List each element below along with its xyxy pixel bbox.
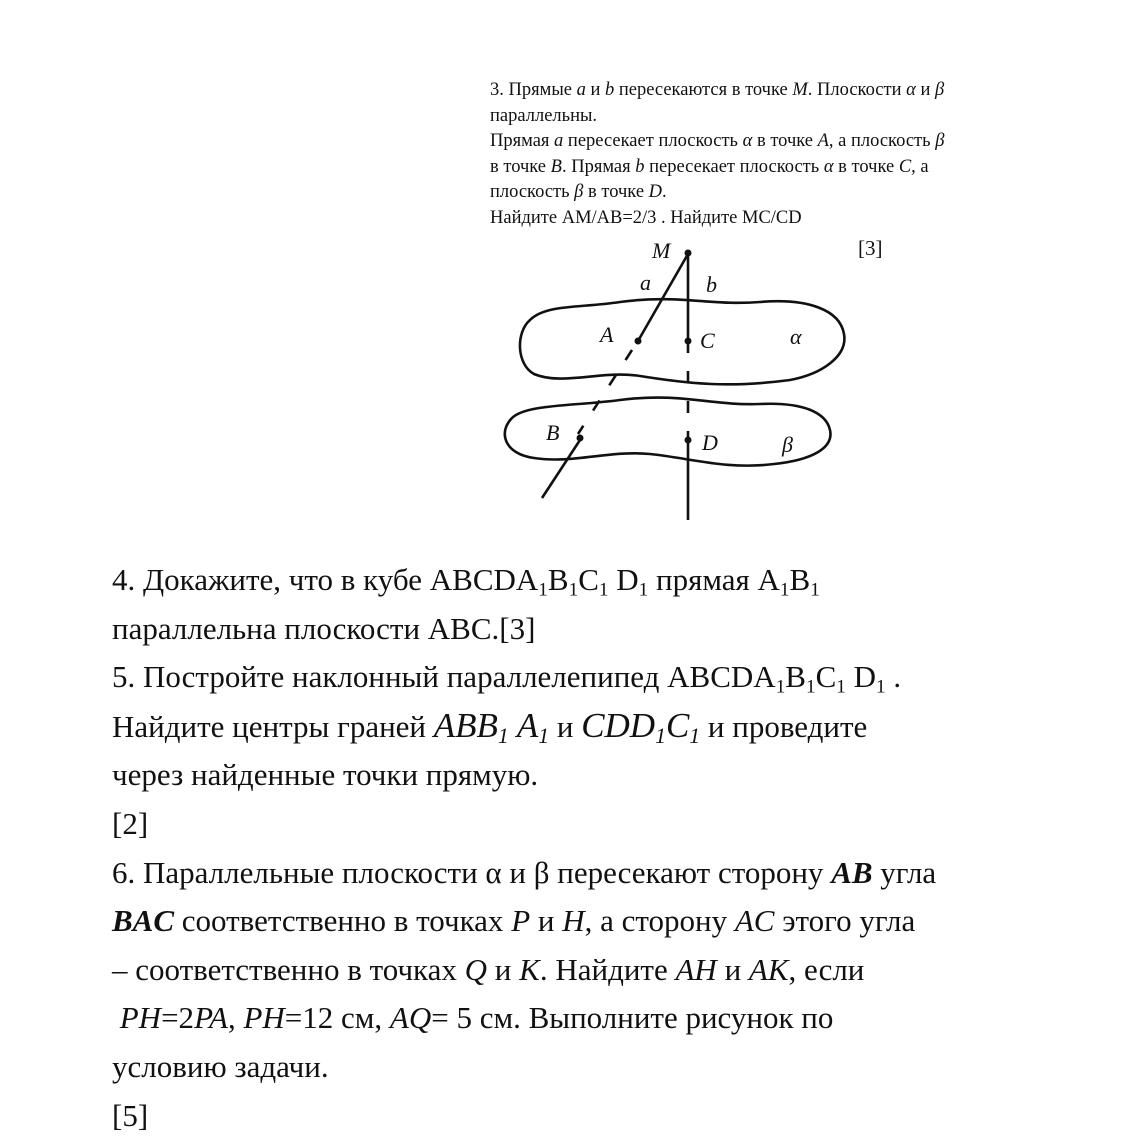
- text: – соответственно в точках: [112, 951, 465, 987]
- text: D: [845, 659, 877, 695]
- label-a: a: [640, 270, 651, 295]
- subscript: 1: [598, 579, 609, 601]
- label-M: M: [652, 238, 671, 263]
- text: CDD: [581, 705, 656, 745]
- var-M: M: [792, 80, 808, 100]
- var-B: B: [550, 156, 562, 177]
- subscript: 1: [538, 579, 548, 601]
- problem-3-text: [490, 78, 1050, 231]
- text: и: [487, 951, 520, 987]
- var-AC: AC: [734, 903, 775, 939]
- var-AK: AK: [748, 951, 789, 987]
- problem-4-line-1: [112, 556, 1102, 605]
- text: A: [508, 705, 539, 745]
- text: и: [530, 903, 563, 939]
- problem-3-line-1: [490, 78, 1050, 104]
- text: пересекаются в точке: [614, 80, 793, 100]
- var-beta: β: [935, 131, 945, 151]
- var-beta: β: [935, 80, 945, 100]
- text: . Прямая: [561, 156, 636, 177]
- text: и: [915, 80, 936, 100]
- text: плоскость: [490, 182, 575, 202]
- var-b: b: [635, 156, 645, 177]
- problem-5-score: [2]: [112, 805, 149, 841]
- label-B: B: [546, 420, 560, 445]
- problem-3-question: Найдите AM/AB=2/3 . Найдите MC/CD: [490, 207, 802, 228]
- text: B: [789, 562, 811, 597]
- text: и проведите: [700, 708, 868, 744]
- text: угла: [872, 854, 937, 890]
- problem-6-line-2: [112, 897, 1102, 946]
- var-beta: β: [574, 182, 584, 202]
- text: этого угла: [774, 903, 916, 939]
- text: пересекает плоскость: [644, 156, 824, 177]
- var-PA: PA: [194, 1000, 228, 1036]
- text: =12 см,: [284, 1000, 390, 1036]
- subscript: 1: [836, 676, 846, 698]
- planes-figure: [490, 238, 850, 523]
- label-beta: β: [782, 432, 793, 457]
- text: B: [785, 659, 806, 695]
- var-b: b: [605, 80, 615, 100]
- point-C: [685, 338, 692, 345]
- problem-3-line-5: [490, 180, 1050, 206]
- label-C: C: [700, 328, 715, 353]
- subscript: 1: [655, 723, 666, 748]
- text: , а сторону: [584, 903, 735, 939]
- var-alpha: α: [823, 156, 834, 177]
- line-a-dashed: [578, 350, 632, 434]
- subscript: 1: [876, 676, 886, 698]
- text: прямая A: [648, 562, 780, 597]
- var-AB: AB: [831, 854, 873, 890]
- problem-5-line-2: [112, 702, 1102, 752]
- var-AH: AH: [675, 951, 717, 987]
- var-Q: Q: [464, 951, 488, 987]
- problem-6-line-3: [112, 946, 1102, 995]
- subscript: 1: [568, 579, 579, 601]
- face-ABB1A1: [433, 705, 550, 748]
- text: C: [815, 659, 837, 695]
- main-problems: [112, 556, 1102, 1140]
- text: = 5 см. Выполните рисунок по: [431, 1000, 834, 1036]
- label-b: b: [706, 272, 717, 297]
- text: и: [716, 951, 749, 987]
- text: B: [547, 562, 569, 597]
- point-A: [635, 338, 642, 345]
- problem-6-score: [5]: [112, 1097, 149, 1133]
- problem-6-line-1: [112, 849, 1102, 898]
- var-P: P: [511, 903, 531, 939]
- text: [112, 1000, 120, 1035]
- text: C: [578, 562, 599, 597]
- text: в точке: [490, 156, 551, 177]
- label-A: A: [600, 322, 614, 347]
- text: , если: [788, 951, 865, 987]
- label-D: D: [702, 430, 718, 455]
- text: соответственно в точках: [174, 903, 512, 939]
- text: пересекает плоскость: [563, 131, 743, 151]
- face-CDD1C1: [581, 705, 701, 748]
- point-B: [577, 435, 584, 442]
- text: , а плоскость: [828, 131, 936, 151]
- text: C: [665, 705, 690, 745]
- problem-5-line-3: через найденные точки прямую.: [112, 757, 539, 793]
- text: . Найдите: [539, 951, 676, 987]
- text: 6. Параллельные плоскости α и β пересекают сторону: [112, 854, 832, 890]
- var-a: a: [554, 131, 564, 151]
- var-A: A: [817, 131, 829, 151]
- var-C: C: [898, 156, 912, 177]
- subscript: 1: [638, 579, 649, 601]
- subscript: 1: [775, 676, 786, 698]
- var-BAC: BAC: [112, 903, 175, 939]
- line-a-lower: [542, 440, 580, 498]
- problem-3-line-4: [490, 155, 1050, 181]
- problem-3-line-2: параллельны.: [490, 105, 598, 126]
- text: . Плоскости: [807, 80, 907, 100]
- text: =2: [161, 1000, 195, 1036]
- text: ,: [227, 1000, 244, 1036]
- text: в точке: [583, 182, 649, 202]
- problem-3-score: [3]: [858, 236, 883, 260]
- subscript: 1: [689, 723, 701, 748]
- var-alpha: α: [742, 131, 753, 151]
- subscript: 1: [805, 676, 816, 698]
- problem-4-line-2: параллельна плоскости ABC.[3]: [112, 610, 536, 646]
- text: Найдите центры граней: [112, 708, 434, 744]
- subscript: 1: [538, 723, 550, 748]
- var-AQ: AQ: [389, 1000, 432, 1036]
- line-a-upper: [638, 254, 688, 341]
- point-M: [685, 250, 692, 257]
- text: и: [585, 80, 605, 100]
- text: 5. Постройте наклонный параллелепипед ABCDA: [112, 659, 776, 695]
- var-PH: PH: [243, 1000, 285, 1036]
- problem-6-line-5: условию задачи.: [112, 1048, 329, 1084]
- text: 4. Докажите, что в кубе ABCDA: [112, 562, 539, 597]
- var-K: K: [519, 951, 540, 987]
- text: и: [549, 708, 582, 744]
- problem-5-line-1: [112, 653, 1102, 702]
- var-a: a: [576, 80, 586, 100]
- var-H: H: [562, 903, 585, 939]
- text: .: [662, 182, 667, 202]
- text: в точке: [752, 131, 818, 151]
- var-alpha: α: [906, 80, 916, 100]
- text: ABB: [433, 705, 498, 745]
- label-alpha: α: [790, 324, 802, 349]
- text: .: [885, 659, 902, 695]
- subscript: 1: [779, 579, 790, 601]
- text: в точке: [833, 156, 899, 177]
- problem-3-line-3: [490, 129, 1050, 155]
- subscript: 1: [810, 579, 820, 601]
- text: Прямая: [490, 131, 555, 151]
- point-D: [685, 437, 692, 444]
- text: D: [608, 562, 639, 597]
- text: 3. Прямые: [490, 80, 577, 100]
- var-D: D: [648, 182, 663, 202]
- subscript: 1: [497, 723, 509, 748]
- text: , а: [911, 156, 929, 177]
- problem-6-line-4: [112, 994, 1102, 1043]
- var-PH: PH: [119, 1000, 162, 1036]
